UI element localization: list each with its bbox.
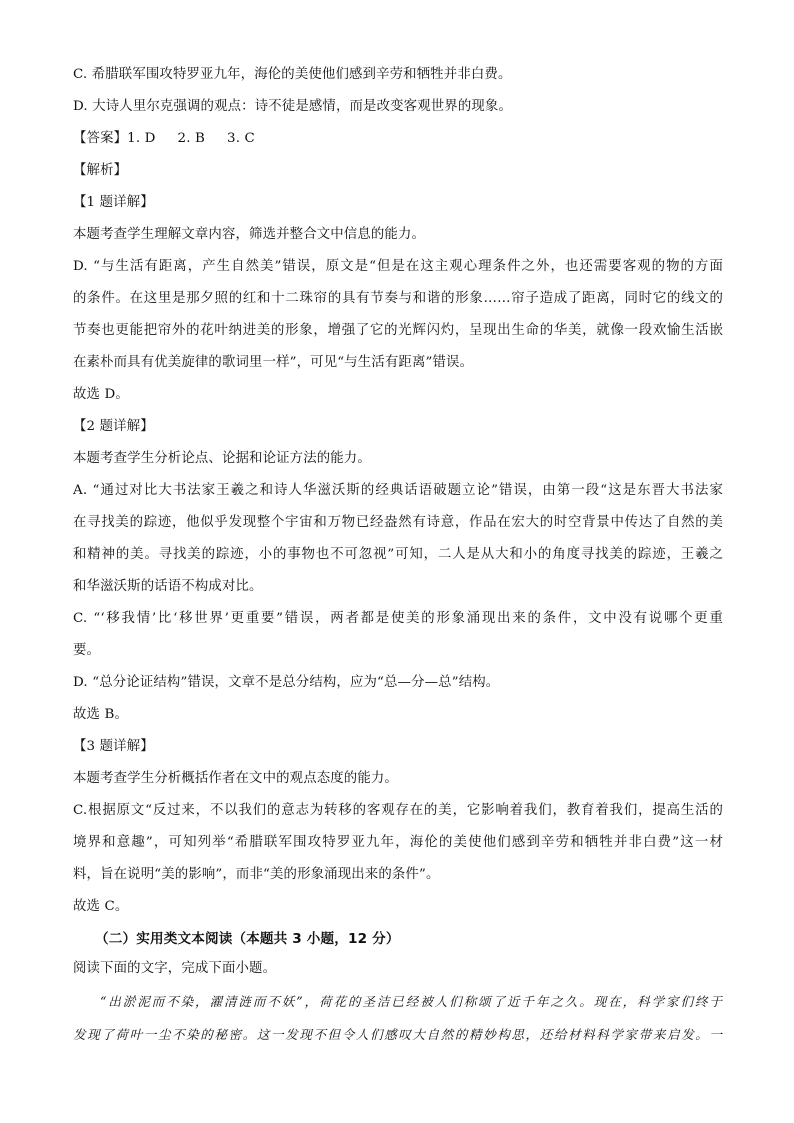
q3-line: C.根据原文“反过来，不以我们的意志为转移的客观存在的美，它影响着我们，教育着我们，提高生活的 [73,803,723,818]
q1-conclusion: 故选 D。 [73,387,129,402]
answer-label: 【答案】 [73,131,128,146]
q1-line: 的条件。在这里是那夕照的红和十二珠帘的具有节奏与和谐的形象……帘子造成了距离，同时它的线文的 [73,291,723,306]
q1-line: D. “与生活有距离，产生自然美”错误，原文是“但是在这主观心理条件之外，也还需要客观的物的方面 [73,259,723,274]
q2-option-c-line: 要。 [73,643,101,658]
reading-text-line: 发现了荷叶一尘不染的秘密。这一发现不但令人们感叹大自然的精妙构思，还给材料科学家带来启发。一 [73,1027,723,1042]
q3-conclusion: 故选 C。 [73,899,129,914]
q3-heading: 【3 题详解】 [73,739,154,754]
q2-option-a-line: 和精神的美。寻找美的踪迹，小的事物也不可忽视”可知，二人是从大和小的角度寻找美的踪迹，王羲之 [73,547,723,562]
q1-intro: 本题考查学生理解文章内容，筛选并整合文中信息的能力。 [73,227,426,242]
q2-option-d-line: D. “总分论证结构”错误，文章不是总分结构，应为“总—分—总”结构。 [73,675,500,690]
option-c: C. 希腊联军围攻特罗亚九年，海伦的美使他们感到辛劳和牺牲并非白费。 [73,67,512,82]
section-instruction: 阅读下面的文字，完成下面小题。 [73,961,277,976]
answer-1: 1. D [127,131,156,146]
q1-heading: 【1 题详解】 [73,195,154,210]
section-title: （二）实用类文本阅读（本题共 3 小题，12 分） [95,931,400,947]
q3-intro: 本题考查学生分析概括作者在文中的观点态度的能力。 [73,771,398,786]
reading-text-line: “出淤泥而不染，濯清涟而不妖”，荷花的圣洁已经被人们称颂了近千年之久。现在，科学家们终于 [100,994,723,1009]
answer-line [73,129,723,149]
q2-option-a-line: 在寻找美的踪迹，他似乎发现整个宇宙和万物已经盎然有诗意，作品在宏大的时空背景中传达了自然的美 [73,515,723,530]
q2-option-a-line: 和华滋沃斯的话语不构成对比。 [73,579,263,594]
q3-line: 料，旨在说明“美的影响”，而非“美的形象涌现出来的条件”。 [73,867,440,882]
q2-intro: 本题考查学生分析论点、论据和论证方法的能力。 [73,451,371,466]
analysis-heading: 【解析】 [73,163,128,178]
answer-3: 3. C [227,131,255,146]
q2-heading: 【2 题详解】 [73,419,154,434]
q1-line: 在素朴而具有优美旋律的歌词里一样”，可见“与生活有距离”错误。 [73,355,474,370]
q2-conclusion: 故选 B。 [73,707,129,722]
q2-option-c-line: C. “‘移我情’比‘移世界’更重要”错误，两者都是使美的形象涌现出来的条件，文中没有说哪个更重 [73,611,723,626]
q2-option-a-line: A. “通过对比大书法家王羲之和诗人华滋沃斯的经典话语破题立论”错误，由第一段“这是东晋大书法家 [73,483,723,498]
answer-2: 2. B [177,131,206,146]
q1-line: 节奏也更能把帘外的花叶纳进美的形象，增强了它的光辉闪灼，呈现出生命的华美，就像一段欢愉生活嵌 [73,323,723,338]
option-d: D. 大诗人里尔克强调的观点：诗不徒是感情，而是改变客观世界的现象。 [73,99,512,114]
q3-line: 境界和意趣”，可知列举“希腊联军围攻特罗亚九年，海伦的美使他们感到辛劳和牺牲并非白费”这一材 [73,835,723,850]
